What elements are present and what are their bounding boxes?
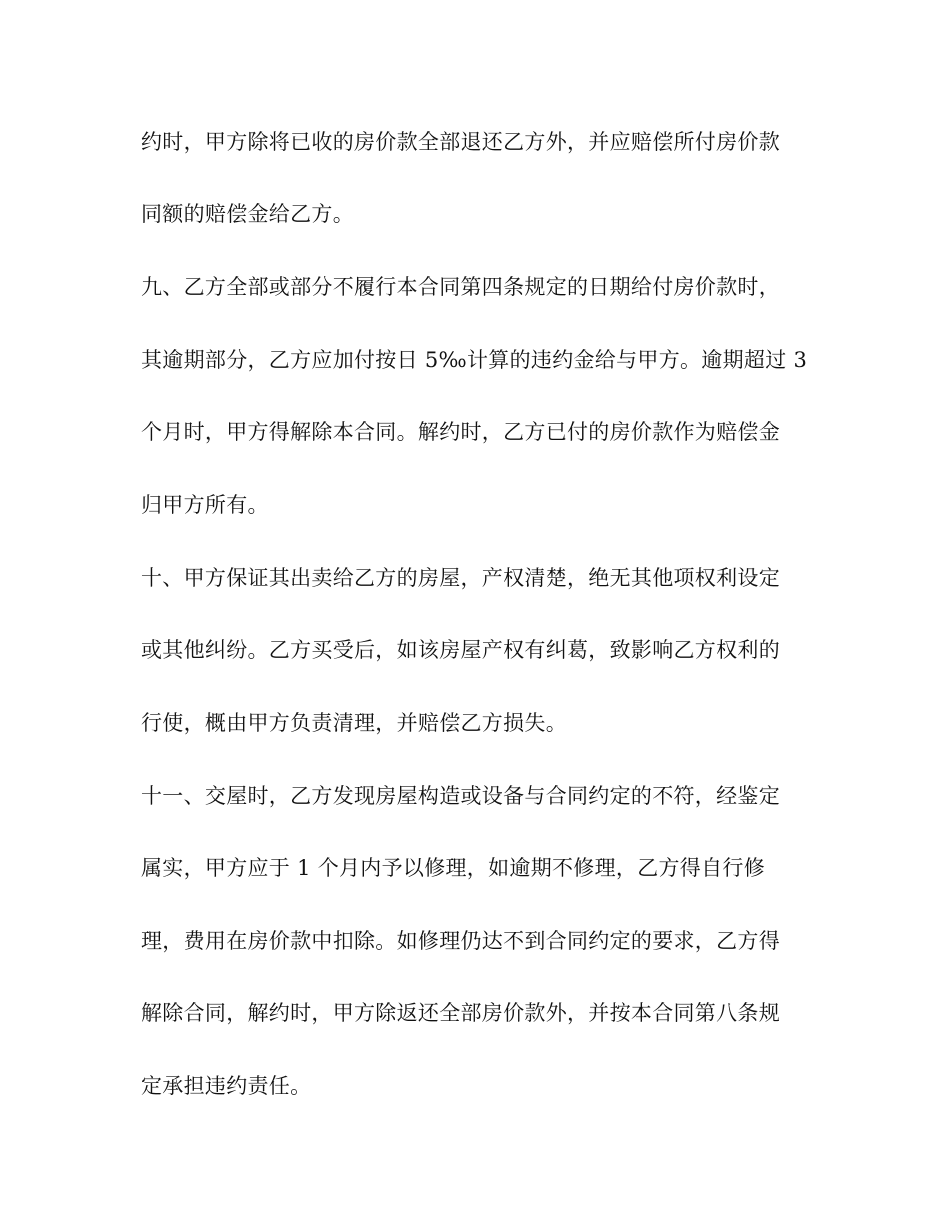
text-line: 理，费用在房价款中扣除。如修理仍达不到合同约定的要求，乙方得	[141, 929, 780, 953]
text-line: 十一、交屋时，乙方发现房屋构造或设备与合同约定的不符，经鉴定	[141, 784, 780, 808]
text-line: 解除合同，解约时，甲方除返还全部房价款外，并按本合同第八条规	[141, 1001, 780, 1025]
text-line: 约时，甲方除将已收的房价款全部退还乙方外，并应赔偿所付房价款	[141, 130, 780, 154]
text-line: 十、甲方保证其出卖给乙方的房屋，产权清楚，绝无其他项权利设定	[141, 566, 780, 590]
text-line: 个月时，甲方得解除本合同。解约时，乙方已付的房价款作为赔偿金	[141, 420, 780, 444]
text-line: 归甲方所有。	[141, 493, 269, 517]
text-line: 或其他纠纷。乙方买受后，如该房屋产权有纠葛，致影响乙方权利的	[141, 638, 780, 662]
text-line: 定承担违约责任。	[141, 1074, 312, 1098]
text-line: 九、乙方全部或部分不履行本合同第四条规定的日期给付房价款时，	[141, 275, 780, 299]
text-line: 属实，甲方应于 1 个月内予以修理，如逾期不修理，乙方得自行修	[141, 856, 766, 880]
text-line: 行使，概由甲方负责清理，并赔偿乙方损失。	[141, 711, 567, 735]
text-line: 同额的赔偿金给乙方。	[141, 202, 354, 226]
text-line: 其逾期部分，乙方应加付按日 5‰计算的违约金给与甲方。逾期超过 3	[141, 348, 808, 372]
